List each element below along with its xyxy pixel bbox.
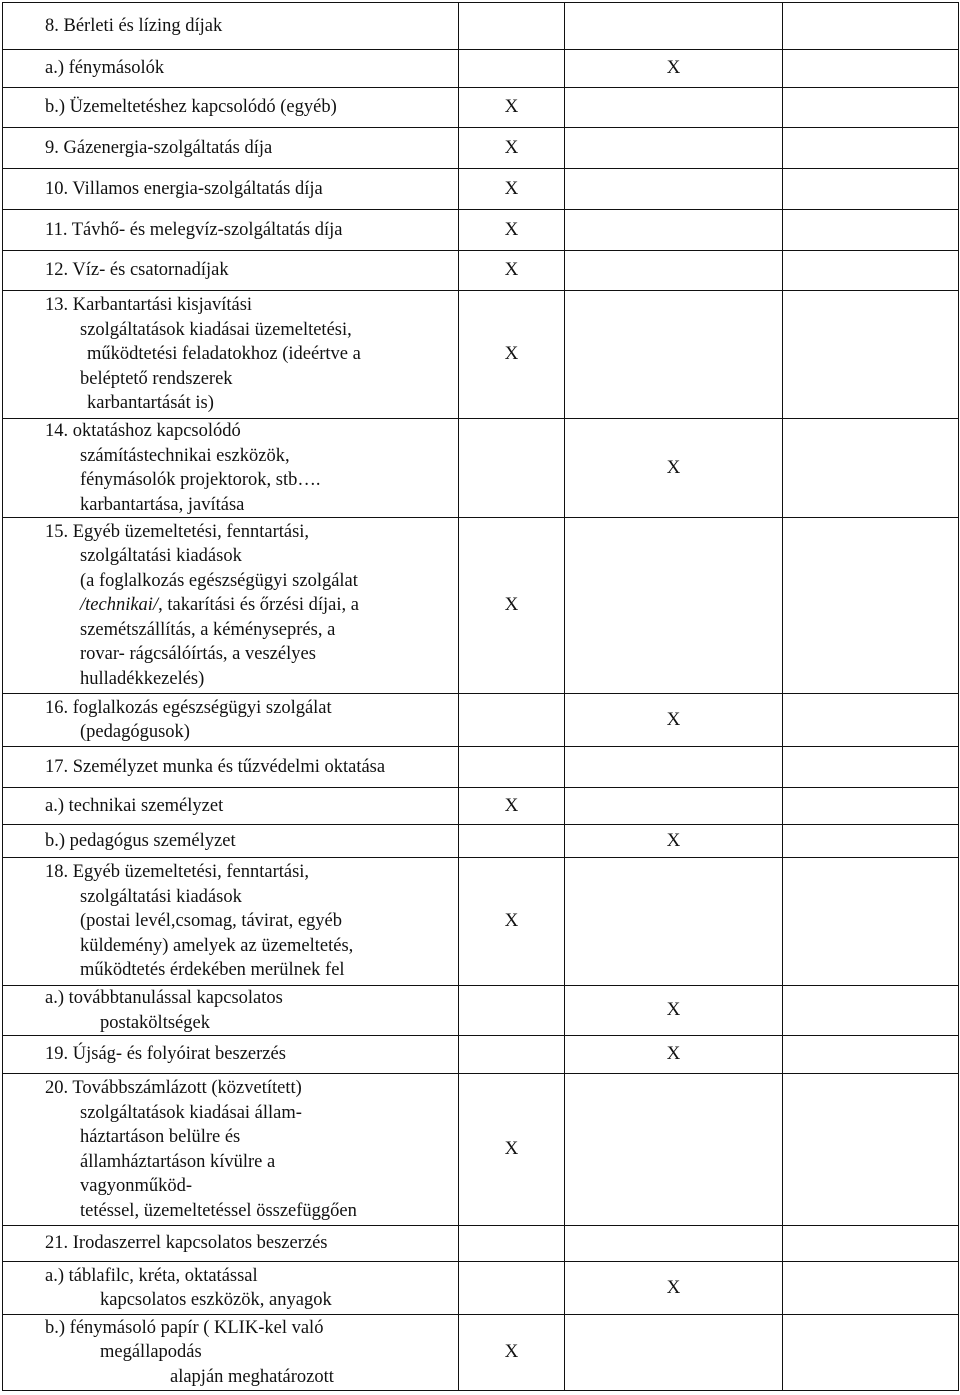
empty-cell: [783, 986, 959, 1036]
empty-cell: [783, 858, 959, 986]
table-row: [3, 1036, 959, 1074]
table-row: [3, 825, 959, 858]
row-label: 15. Egyéb üzemeltetési, fenntartási, szolgáltatási kiadások (a foglalkozás egészségügyi szolgálat /technikai/, takarítási és őrzési díjai, a szemétszállítás, a kéményseprés, a rovar- rágcsálóírtás, a veszélyes hulladékkezelés): [3, 518, 459, 694]
row-label: 10. Villamos energia-szolgáltatás díja: [3, 169, 459, 210]
mark-col-b: [565, 251, 783, 291]
mark-col-a: [459, 3, 565, 50]
table-row: [3, 169, 959, 210]
empty-cell: [783, 518, 959, 694]
row-label: 20. Továbbszámlázott (közvetített) szolgáltatások kiadásai állam- háztartáson belülre és államháztartáson kívülre a vagyonműköd- tetéssel, üzemeltetéssel összefüggően: [3, 1074, 459, 1226]
row-label: 8. Bérleti és lízing díjak: [3, 3, 459, 50]
table-row: [3, 291, 959, 419]
table-row: [3, 694, 959, 747]
empty-cell: [783, 128, 959, 169]
row-label: 21. Irodaszerrel kapcsolatos beszerzés: [3, 1226, 459, 1262]
row-label: 16. foglalkozás egészségügyi szolgálat (pedagógusok): [3, 694, 459, 747]
table-row: [3, 747, 959, 788]
mark-col-b: [565, 3, 783, 50]
table-row: [3, 88, 959, 128]
mark-col-b: [565, 88, 783, 128]
table-row: [3, 788, 959, 825]
empty-cell: [783, 210, 959, 251]
row-label: 14. oktatáshoz kapcsolódó számítástechnikai eszközök, fénymásolók projektorok, stb…. karbantartása, javítása: [3, 419, 459, 518]
mark-col-b: X: [565, 825, 783, 858]
mark-col-a: X: [459, 518, 565, 694]
empty-cell: [783, 1315, 959, 1391]
row-label: a.) technikai személyzet: [3, 788, 459, 825]
row-label: b.) Üzemeltetéshez kapcsolódó (egyéb): [3, 88, 459, 128]
table-row: [3, 858, 959, 986]
table-row: [3, 419, 959, 518]
mark-col-a: [459, 50, 565, 88]
row-label: 11. Távhő- és melegvíz-szolgáltatás díja: [3, 210, 459, 251]
mark-col-a: [459, 694, 565, 747]
mark-col-b: [565, 291, 783, 419]
table-row: [3, 128, 959, 169]
table-row: [3, 50, 959, 88]
mark-col-b: X: [565, 419, 783, 518]
row-label: a.) táblafilc, kréta, oktatással kapcsolatos eszközök, anyagok: [3, 1262, 459, 1315]
table-row: [3, 3, 959, 50]
mark-col-a: X: [459, 788, 565, 825]
empty-cell: [783, 1226, 959, 1262]
mark-col-a: X: [459, 88, 565, 128]
mark-col-b: X: [565, 50, 783, 88]
mark-col-b: [565, 1315, 783, 1391]
mark-col-a: X: [459, 858, 565, 986]
mark-col-a: [459, 1262, 565, 1315]
row-label: a.) továbbtanulással kapcsolatos postaköltségek: [3, 986, 459, 1036]
empty-cell: [783, 1074, 959, 1226]
mark-col-a: X: [459, 1315, 565, 1391]
row-label: b.) fénymásoló papír ( KLIK-kel való megállapodás alapján meghatározott: [3, 1315, 459, 1391]
mark-col-a: [459, 1226, 565, 1262]
table-row: [3, 986, 959, 1036]
mark-col-a: [459, 747, 565, 788]
row-label: 13. Karbantartási kisjavítási szolgáltatások kiadásai üzemeltetési, működtetési feladatokhoz (ideértve a beléptető rendszerek karbantartását is): [3, 291, 459, 419]
mark-col-a: X: [459, 291, 565, 419]
table-row: [3, 210, 959, 251]
mark-col-a: X: [459, 251, 565, 291]
row-label: 17. Személyzet munka és tűzvédelmi oktatása: [3, 747, 459, 788]
empty-cell: [783, 50, 959, 88]
mark-col-a: [459, 1036, 565, 1074]
mark-col-a: [459, 825, 565, 858]
row-label: b.) pedagógus személyzet: [3, 825, 459, 858]
row-label: 9. Gázenergia-szolgáltatás díja: [3, 128, 459, 169]
empty-cell: [783, 747, 959, 788]
mark-col-b: [565, 128, 783, 169]
mark-col-b: [565, 1226, 783, 1262]
mark-col-b: [565, 788, 783, 825]
mark-col-b: [565, 518, 783, 694]
row-label: 19. Újság- és folyóirat beszerzés: [3, 1036, 459, 1074]
mark-col-a: X: [459, 210, 565, 251]
mark-col-a: X: [459, 169, 565, 210]
table-row: [3, 1226, 959, 1262]
row-label: 18. Egyéb üzemeltetési, fenntartási, szolgáltatási kiadások (postai levél,csomag, távirat, egyéb küldemény) amelyek az üzemeltetés, működtetés érdekében merülnek fel: [3, 858, 459, 986]
italic-text: /technikai/: [80, 595, 159, 616]
mark-col-b: X: [565, 986, 783, 1036]
empty-cell: [783, 251, 959, 291]
mark-col-b: X: [565, 694, 783, 747]
mark-col-b: X: [565, 1036, 783, 1074]
row-label: a.) fénymásolók: [3, 50, 459, 88]
empty-cell: [783, 694, 959, 747]
empty-cell: [783, 3, 959, 50]
mark-col-b: X: [565, 1262, 783, 1315]
mark-col-b: [565, 747, 783, 788]
mark-col-a: X: [459, 128, 565, 169]
empty-cell: [783, 788, 959, 825]
table-row: [3, 1315, 959, 1391]
expense-table: [2, 2, 959, 1391]
table-row: [3, 251, 959, 291]
table-row: [3, 1262, 959, 1315]
mark-col-a: [459, 419, 565, 518]
empty-cell: [783, 88, 959, 128]
mark-col-b: [565, 169, 783, 210]
mark-col-b: [565, 1074, 783, 1226]
mark-col-b: [565, 210, 783, 251]
empty-cell: [783, 1036, 959, 1074]
row-label: 12. Víz- és csatornadíjak: [3, 251, 459, 291]
table-row: [3, 518, 959, 694]
table-row: [3, 1074, 959, 1226]
empty-cell: [783, 291, 959, 419]
mark-col-a: X: [459, 1074, 565, 1226]
empty-cell: [783, 169, 959, 210]
empty-cell: [783, 419, 959, 518]
mark-col-a: [459, 986, 565, 1036]
mark-col-b: [565, 858, 783, 986]
empty-cell: [783, 1262, 959, 1315]
empty-cell: [783, 825, 959, 858]
